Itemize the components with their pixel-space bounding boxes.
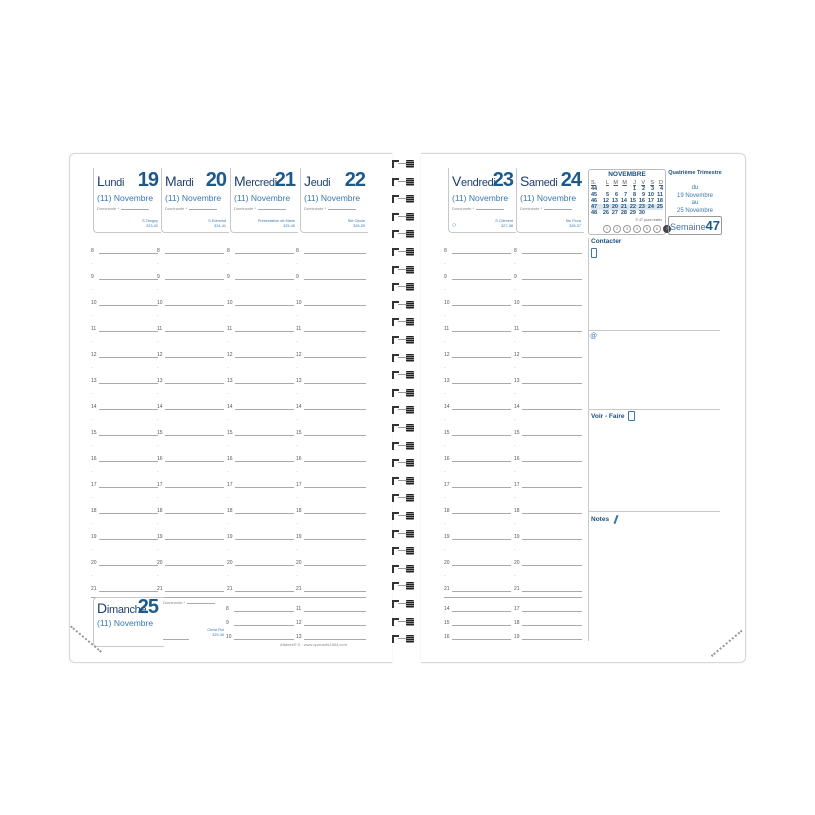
half-hour-slot[interactable]: - [514, 495, 516, 501]
hour-slot-15[interactable]: 15 [444, 623, 511, 631]
weekday-circle: 1 [603, 225, 611, 233]
spiral-ring [392, 248, 414, 256]
day-number: 23 [492, 169, 513, 191]
half-hour-slot[interactable]: - [157, 261, 159, 267]
half-hour-slot[interactable]: - [91, 417, 93, 423]
weekday-circles [603, 225, 671, 233]
hour-slot-17[interactable]: 17 [444, 485, 511, 493]
half-hour-slot[interactable]: - [444, 417, 446, 423]
half-hour-slot[interactable]: - [444, 547, 446, 553]
weekday-circle: 7 [663, 225, 671, 233]
hour-slot-16[interactable]: 16 [444, 637, 511, 645]
weekday-circle: 6 [653, 225, 661, 233]
weekday-circle: 2 [613, 225, 621, 233]
mini-calendar-week: 44 1 2 3 4 [591, 186, 663, 192]
email-at-icon: @ [590, 333, 598, 340]
half-hour-slot[interactable]: - [444, 495, 446, 501]
day-month: (11) Novembre [97, 618, 154, 628]
hour-slot-21[interactable]: 21 [227, 589, 294, 597]
half-hour-slot[interactable]: - [227, 287, 229, 293]
hour-slot-15[interactable]: 15 [514, 433, 582, 441]
saint-of-day: S.Clément 327-38 [495, 219, 513, 228]
spiral-ring [392, 530, 414, 538]
hour-slot-10[interactable]: 10 [227, 303, 294, 311]
hour-slot-11[interactable]: 11 [514, 329, 582, 337]
saint-of-day: Ste Cécile 326-39 [347, 219, 365, 228]
day-name: Vendredi [452, 173, 496, 189]
hour-slot-12[interactable]: 12 [157, 355, 224, 363]
half-hour-slot[interactable]: - [296, 261, 298, 267]
spiral-ring [392, 354, 414, 362]
weekday-circle: 4 [633, 225, 641, 233]
half-hour-slot[interactable]: - [91, 469, 93, 475]
hour-slot-21[interactable]: 21 [157, 589, 224, 597]
hour-slot-12[interactable]: 12 [296, 355, 366, 363]
dominante-field[interactable]: Dominante * [452, 206, 516, 211]
hour-slot-16[interactable]: 16 [227, 459, 294, 467]
hour-slot-17[interactable]: 17 [514, 485, 582, 493]
spiral-ring [392, 424, 414, 432]
mini-calendar-grid [591, 180, 663, 216]
dominante-field[interactable]: Dominante * [304, 206, 368, 211]
hour-slot-17[interactable]: 17 [91, 485, 158, 493]
hour-slot-13[interactable]: 13 [227, 381, 294, 389]
half-hour-slot[interactable]: - [91, 443, 93, 449]
day-number: 21 [274, 169, 295, 191]
dominante-field[interactable]: Dominante * [97, 206, 161, 211]
half-hour-slot[interactable]: - [157, 339, 159, 345]
half-hour-slot[interactable]: - [514, 547, 516, 553]
mini-calendar-week: 47 19 20 21 22 23 24 25 [591, 204, 663, 210]
spiral-ring [392, 618, 414, 626]
day-name: Lundi [97, 173, 125, 189]
clipboard-icon [628, 411, 635, 421]
hour-slot-13[interactable]: 13 [91, 381, 158, 389]
spiral-ring [392, 477, 414, 485]
half-hour-slot[interactable]: - [444, 469, 446, 475]
half-hour-slot[interactable]: - [157, 573, 159, 579]
spiral-ring [392, 389, 414, 397]
half-hour-slot[interactable]: - [157, 547, 159, 553]
hour-slot-11[interactable]: 11 [91, 329, 158, 337]
half-hour-slot[interactable]: - [514, 469, 516, 475]
mini-calendar [588, 169, 666, 235]
half-hour-slot[interactable]: - [296, 417, 298, 423]
day-number: 19 [137, 169, 158, 191]
quarter-label: Quatrième Trimestre [668, 170, 722, 176]
half-hour-slot[interactable]: - [227, 313, 229, 319]
day-month: (11) Novembre [165, 193, 222, 203]
hour-slot-11[interactable]: 11 [227, 329, 294, 337]
spiral-ring [392, 283, 414, 291]
half-hour-slot[interactable]: - [227, 469, 229, 475]
mini-calendar-header: S. L M M J V S D [591, 180, 663, 186]
mini-calendar-note: © 47 jours restés [635, 218, 662, 222]
half-hour-slot[interactable]: - [227, 339, 229, 345]
voir-faire-divider [588, 511, 720, 512]
half-hour-slot[interactable]: - [91, 495, 93, 501]
half-hour-slot[interactable]: - [157, 417, 159, 423]
half-hour-slot[interactable]: - [157, 469, 159, 475]
notes-label: Notes [591, 516, 610, 523]
hour-slot-8[interactable]: 8 [227, 251, 294, 259]
hour-slot-13[interactable]: 13 [157, 381, 224, 389]
hour-slot-11[interactable]: 11 [444, 329, 511, 337]
day-name: Mercredi [234, 173, 277, 189]
half-hour-slot[interactable]: - [444, 443, 446, 449]
hour-slot-11[interactable]: 11 [157, 329, 224, 337]
day-month: (11) Novembre [304, 193, 361, 203]
spiral-ring [392, 512, 414, 520]
hour-slot-12[interactable]: 12 [91, 355, 158, 363]
hour-slot-8[interactable]: 8 [444, 251, 511, 259]
day-header-23[interactable] [448, 168, 516, 233]
week-range: du 19 Novembre au 25 Novembre [676, 185, 714, 214]
sidebar-border [588, 238, 589, 641]
sunday-hour-13[interactable]: 13 [296, 637, 366, 645]
dominante-field[interactable]: Dominante * [234, 206, 298, 211]
hour-slot-9[interactable]: 9 [296, 277, 366, 285]
hour-slot-9[interactable]: 9 [227, 277, 294, 285]
section-divider [444, 597, 582, 598]
spiral-ring [392, 195, 414, 203]
spiral-ring [392, 406, 414, 414]
hour-slot-18[interactable]: 18 [296, 511, 366, 519]
day-number: 22 [344, 169, 365, 191]
spiral-ring [392, 301, 414, 309]
half-hour-slot[interactable]: - [296, 313, 298, 319]
hour-slot-10[interactable]: 10 [296, 303, 366, 311]
hour-slot-9[interactable]: 9 [91, 277, 158, 285]
sunday-hour-12[interactable]: 12 [296, 623, 366, 631]
day-month: (11) Novembre [520, 193, 577, 203]
hour-slot-15[interactable]: 15 [91, 433, 158, 441]
hour-slot-16[interactable]: 16 [157, 459, 224, 467]
half-hour-slot[interactable]: - [91, 313, 93, 319]
sunday-underline [163, 639, 189, 640]
day-month: (11) Novembre [97, 193, 154, 203]
sunday-hour-8[interactable]: 8 [226, 609, 294, 617]
half-hour-slot[interactable]: - [296, 339, 298, 345]
half-hour-slot[interactable]: - [514, 521, 516, 527]
hour-slot-15[interactable]: 15 [444, 433, 511, 441]
half-hour-slot[interactable]: - [157, 287, 159, 293]
hour-slot-20[interactable]: 20 [444, 563, 511, 571]
hour-slot-20[interactable]: 20 [91, 563, 158, 571]
day-header-20[interactable] [161, 168, 229, 233]
hour-slot-14[interactable]: 14 [157, 407, 224, 415]
hour-slot-9[interactable]: 9 [514, 277, 582, 285]
spiral-ring [392, 547, 414, 555]
saint-of-day: S.Edmond 324-41 [208, 219, 226, 228]
day-header-24[interactable] [516, 168, 584, 233]
half-hour-slot[interactable]: - [91, 261, 93, 267]
sunday-hour-10[interactable]: 10 [226, 637, 294, 645]
hour-slot-20[interactable]: 20 [227, 563, 294, 571]
contacter-label: Contacter [591, 238, 622, 245]
hour-slot-19[interactable]: 19 [514, 537, 582, 545]
hour-slot-17[interactable]: 17 [157, 485, 224, 493]
hour-slot-20[interactable]: 20 [514, 563, 582, 571]
half-hour-slot[interactable]: - [91, 521, 93, 527]
half-hour-slot[interactable]: - [444, 339, 446, 345]
day-number: 25 [137, 596, 158, 618]
hour-slot-10[interactable]: 10 [157, 303, 224, 311]
half-hour-slot[interactable]: - [514, 417, 516, 423]
hour-slot-8[interactable]: 8 [296, 251, 366, 259]
half-hour-slot[interactable]: - [514, 313, 516, 319]
hour-slot-14[interactable]: 14 [444, 609, 511, 617]
hour-slot-19[interactable]: 19 [514, 637, 582, 645]
contacter-divider [588, 330, 720, 331]
half-hour-slot[interactable]: - [296, 495, 298, 501]
hour-slot-21[interactable]: 21 [444, 589, 511, 597]
mini-calendar-week: 45 5 6 7 8 9 10 11 [591, 192, 663, 198]
half-hour-slot[interactable]: - [227, 521, 229, 527]
hour-slot-16[interactable]: 16 [91, 459, 158, 467]
half-hour-slot[interactable]: - [91, 573, 93, 579]
hour-slot-15[interactable]: 15 [157, 433, 224, 441]
half-hour-slot[interactable]: - [296, 365, 298, 371]
half-hour-slot[interactable]: - [91, 547, 93, 553]
spiral-ring [392, 600, 414, 608]
hour-slot-18[interactable]: 18 [444, 511, 511, 519]
hour-slot-12[interactable]: 12 [444, 355, 511, 363]
hour-slot-10[interactable]: 10 [514, 303, 582, 311]
half-hour-slot[interactable]: - [227, 573, 229, 579]
half-hour-slot[interactable]: - [91, 287, 93, 293]
hour-slot-11[interactable]: 11 [296, 329, 366, 337]
hour-slot-9[interactable]: 9 [157, 277, 224, 285]
weekday-circle: 3 [623, 225, 631, 233]
hour-slot-17[interactable]: 17 [296, 485, 366, 493]
mini-calendar-week: 46 12 13 14 15 16 17 18 [591, 198, 663, 204]
hour-slot-15[interactable]: 15 [296, 433, 366, 441]
day-number: 24 [560, 169, 581, 191]
half-hour-slot[interactable]: - [157, 443, 159, 449]
dominante-field[interactable]: Dominante * [520, 206, 584, 211]
half-hour-slot[interactable]: - [444, 573, 446, 579]
half-hour-slot[interactable]: - [227, 443, 229, 449]
hour-slot-18[interactable]: 18 [157, 511, 224, 519]
hour-slot-16[interactable]: 16 [444, 459, 511, 467]
hour-slot-8[interactable]: 8 [514, 251, 582, 259]
spiral-ring [392, 178, 414, 186]
saint-of-day: Ste Flora 328-37 [565, 219, 581, 228]
half-hour-slot[interactable]: - [444, 313, 446, 319]
hour-slot-19[interactable]: 19 [91, 537, 158, 545]
half-hour-slot[interactable]: - [157, 313, 159, 319]
day-number: 20 [205, 169, 226, 191]
sunday-hour-11[interactable]: 11 [296, 609, 366, 617]
half-hour-slot[interactable]: - [296, 391, 298, 397]
half-hour-slot[interactable]: - [514, 261, 516, 267]
hour-slot-10[interactable]: 10 [444, 303, 511, 311]
spiral-ring [392, 494, 414, 502]
hour-slot-10[interactable]: 10 [91, 303, 158, 311]
hour-slot-18[interactable]: 18 [514, 511, 582, 519]
spiral-ring [392, 266, 414, 274]
half-hour-slot[interactable]: - [444, 521, 446, 527]
hour-slot-18[interactable]: 18 [514, 623, 582, 631]
hour-slot-14[interactable]: 14 [444, 407, 511, 415]
dominante-field[interactable]: Dominante * [165, 206, 229, 211]
hour-slot-8[interactable]: 8 [91, 251, 158, 259]
half-hour-slot[interactable]: - [296, 287, 298, 293]
half-hour-slot[interactable]: - [227, 391, 229, 397]
spiral-ring [392, 318, 414, 326]
weekday-circle: 5 [643, 225, 651, 233]
half-hour-slot[interactable]: - [227, 417, 229, 423]
voir-faire-label: Voir - Faire [591, 413, 625, 420]
half-hour-slot[interactable]: - [227, 365, 229, 371]
hour-slot-21[interactable]: 21 [296, 589, 366, 597]
moon-phase-icon: ○ [452, 222, 457, 229]
mini-calendar-title: NOVEMBRE [608, 171, 646, 178]
sunday-hour-9[interactable]: 9 [226, 623, 294, 631]
spiral-ring [392, 582, 414, 590]
half-hour-slot[interactable]: - [296, 573, 298, 579]
hour-slot-21[interactable]: 21 [514, 589, 582, 597]
sunday-saint: Christ Roi 329-36 [207, 628, 224, 637]
half-hour-slot[interactable]: - [514, 365, 516, 371]
half-hour-slot[interactable]: - [514, 573, 516, 579]
half-hour-slot[interactable]: - [444, 261, 446, 267]
half-hour-slot[interactable]: - [514, 443, 516, 449]
hour-slot-19[interactable]: 19 [444, 537, 511, 545]
half-hour-slot[interactable]: - [514, 339, 516, 345]
half-hour-slot[interactable]: - [514, 287, 516, 293]
spiral-ring [392, 565, 414, 573]
hour-slot-20[interactable]: 20 [296, 563, 366, 571]
day-header-19[interactable] [93, 168, 161, 233]
hour-slot-19[interactable]: 19 [157, 537, 224, 545]
hour-slot-21[interactable]: 21 [91, 589, 158, 597]
half-hour-slot[interactable]: - [444, 287, 446, 293]
phone-icon [591, 248, 597, 258]
spiral-ring [392, 635, 414, 643]
half-hour-slot[interactable]: - [91, 339, 93, 345]
half-hour-slot[interactable]: - [296, 443, 298, 449]
half-hour-slot[interactable]: - [227, 547, 229, 553]
day-month: (11) Novembre [234, 193, 291, 203]
hour-slot-19[interactable]: 19 [227, 537, 294, 545]
hour-slot-12[interactable]: 12 [227, 355, 294, 363]
spiral-ring [392, 160, 414, 168]
half-hour-slot[interactable]: - [91, 365, 93, 371]
half-hour-slot[interactable]: - [227, 495, 229, 501]
day-name: Mardi [165, 173, 194, 189]
day-header-21[interactable] [230, 168, 298, 233]
hour-slot-17[interactable]: 17 [227, 485, 294, 493]
hour-slot-17[interactable]: 17 [514, 609, 582, 617]
spiral-ring [392, 442, 414, 450]
hour-slot-13[interactable]: 13 [444, 381, 511, 389]
spiral-ring [392, 230, 414, 238]
half-hour-slot[interactable]: - [296, 469, 298, 475]
half-hour-slot[interactable]: - [296, 547, 298, 553]
sunday-dominante[interactable]: Dominante * [163, 600, 215, 605]
hour-slot-14[interactable]: 14 [91, 407, 158, 415]
spiral-ring [392, 371, 414, 379]
hour-slot-16[interactable]: 16 [514, 459, 582, 467]
hour-slot-13[interactable]: 13 [514, 381, 582, 389]
half-hour-slot[interactable]: - [91, 391, 93, 397]
hour-slot-16[interactable]: 16 [296, 459, 366, 467]
day-name: Samedi [520, 173, 558, 189]
hour-slot-9[interactable]: 9 [444, 277, 511, 285]
spiral-ring [392, 459, 414, 467]
half-hour-slot[interactable]: - [296, 521, 298, 527]
half-hour-slot[interactable]: - [514, 391, 516, 397]
spiral-ring [392, 213, 414, 221]
half-hour-slot[interactable]: - [157, 495, 159, 501]
mini-calendar-week: 48 26 27 28 29 30 [591, 210, 645, 216]
hour-slot-14[interactable]: 14 [514, 407, 582, 415]
half-hour-slot[interactable]: - [157, 521, 159, 527]
saint-of-day: S.Tanguy 323-42 [142, 219, 158, 228]
hour-slot-13[interactable]: 13 [296, 381, 366, 389]
day-month: (11) Novembre [452, 193, 509, 203]
saint-of-day: Présentation de Marie 325-40 [257, 219, 295, 228]
hour-slot-8[interactable]: 8 [157, 251, 224, 259]
day-name: Dimanche [97, 600, 147, 616]
day-header-22[interactable] [300, 168, 368, 233]
hour-slot-18[interactable]: 18 [91, 511, 158, 519]
sunday-box[interactable] [93, 597, 164, 647]
half-hour-slot[interactable]: - [157, 391, 159, 397]
hour-slot-14[interactable]: 14 [227, 407, 294, 415]
email-divider[interactable] [588, 409, 720, 410]
week-number-box: Semaine47 [670, 218, 720, 233]
hour-slot-14[interactable]: 14 [296, 407, 366, 415]
spiral-ring [392, 336, 414, 344]
hour-slot-12[interactable]: 12 [514, 355, 582, 363]
hour-slot-18[interactable]: 18 [227, 511, 294, 519]
half-hour-slot[interactable]: - [444, 391, 446, 397]
hour-slot-19[interactable]: 19 [296, 537, 366, 545]
day-name: Jeudi [304, 173, 331, 189]
hour-slot-20[interactable]: 20 [157, 563, 224, 571]
half-hour-slot[interactable]: - [227, 261, 229, 267]
half-hour-slot[interactable]: - [157, 365, 159, 371]
hour-slot-15[interactable]: 15 [227, 433, 294, 441]
half-hour-slot[interactable]: - [444, 365, 446, 371]
footer-text: Affaires® S - www.quovadis1954.com [280, 642, 347, 647]
